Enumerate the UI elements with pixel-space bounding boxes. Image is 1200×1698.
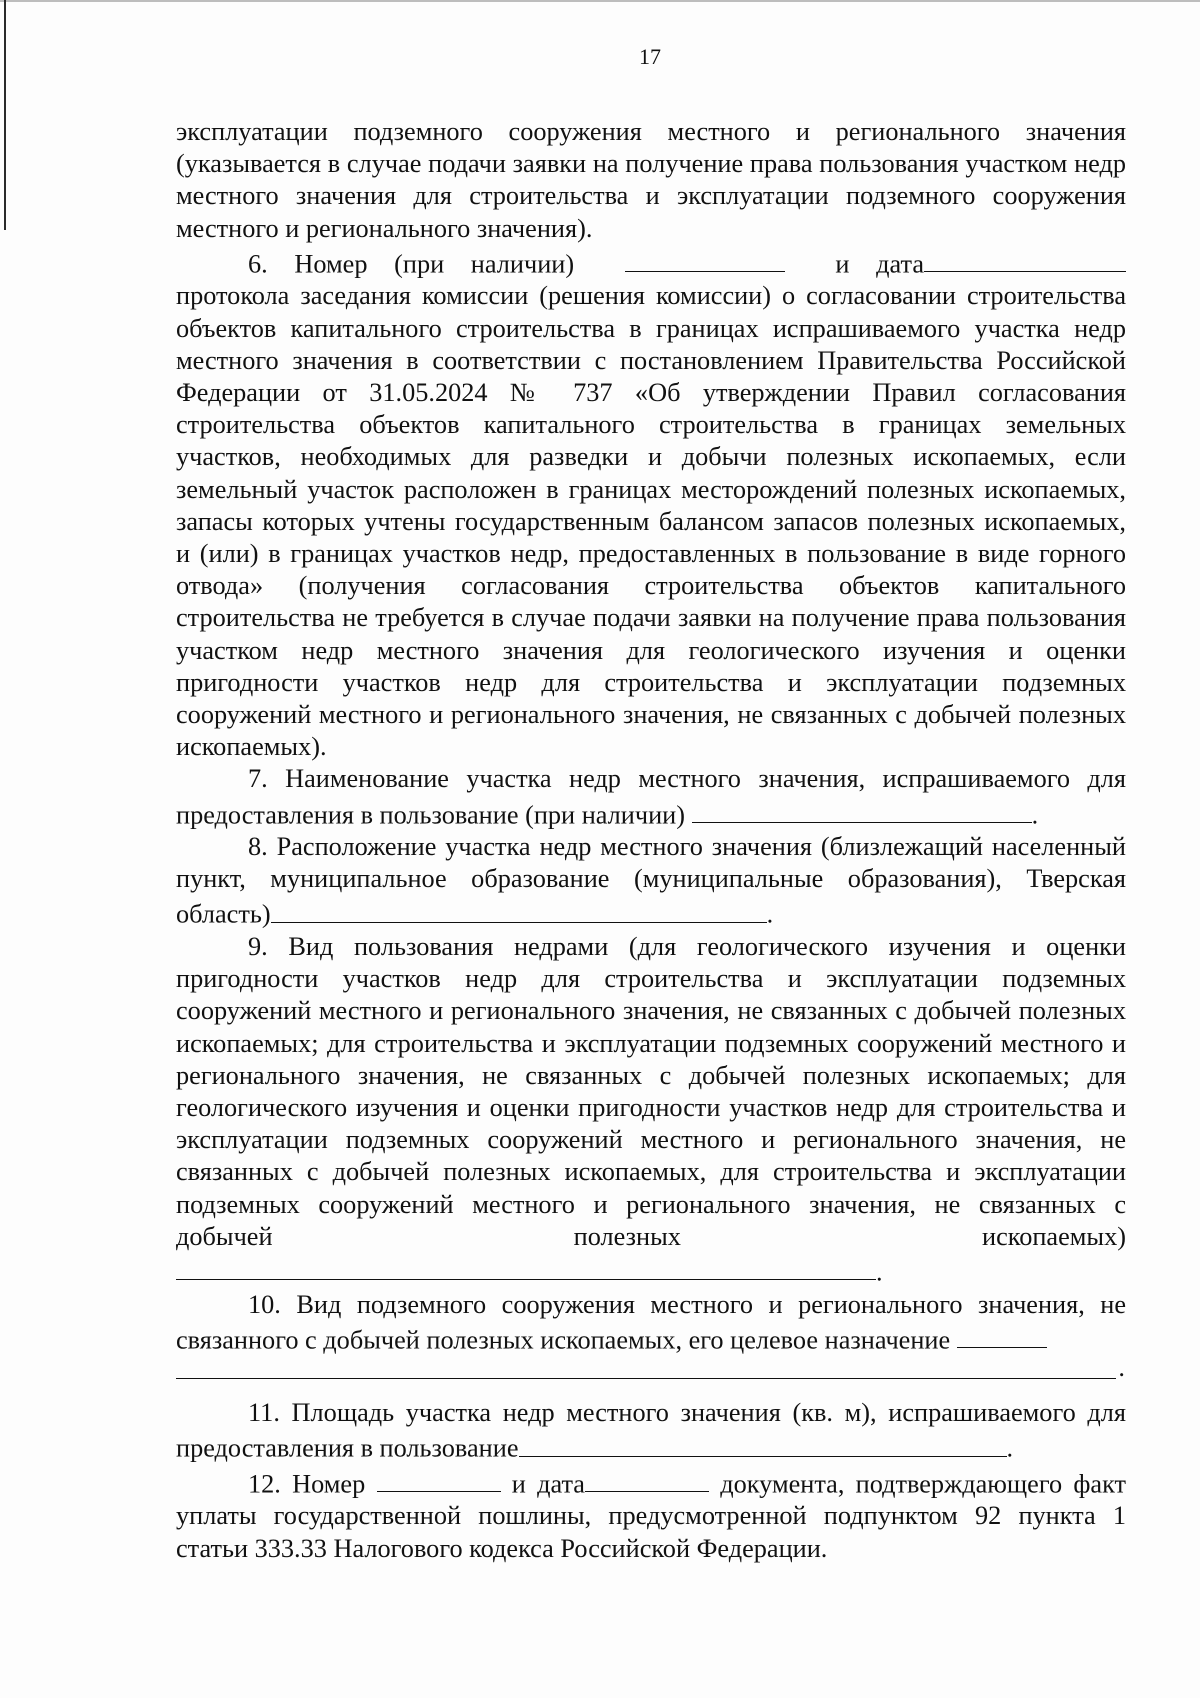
paragraph-6-and-date: и дата [835,249,924,279]
scan-edge-top [0,0,1200,2]
document-body [176,116,1126,1565]
payment-document-number-blank [377,1465,501,1492]
area-blank [519,1429,1007,1456]
paragraph-10-text: 10. Вид подземного сооружения местного и регионального значения, не связанного с добычей полезных ископаемых, его целевое назначение [176,1289,1126,1354]
paragraph-12 [176,1465,1126,1565]
paragraph-11-end: . [1006,1433,1014,1463]
purpose-blank-line [176,1353,1125,1382]
paragraph-intro: эксплуатации подземного сооружения местного и регионального значения (указывается в случае подачи заявки на получение права пользования участком недр местного значения для строительства и эксплуатации подземного сооружения местного и регионального значения). [176,117,1126,243]
payment-document-date-blank [585,1465,709,1492]
scan-edge-left [4,0,6,230]
location-blank [271,895,767,922]
site-name-blank [692,796,1032,823]
paragraph-8 [176,831,1126,931]
paragraph-8-end: . [766,899,774,929]
paragraph-11-text: 11. Площадь участка недр местного значения (кв. м), испрашиваемого для предоставления в пользование [176,1398,1126,1463]
protocol-number-blank [625,245,785,272]
paragraph-10-end: . [1118,1353,1125,1382]
paragraph-9-end: . [876,1257,883,1287]
paragraph-6-lead: 6. Номер (при наличии) [248,249,575,279]
page-number: 17 [639,44,661,69]
paragraph-12-number-label: 12. Номер [248,1469,366,1499]
paragraph-7-end: . [1031,799,1039,829]
purpose-blank-start [957,1321,1047,1348]
paragraph-6 [176,245,1126,281]
protocol-date-blank [924,245,1126,272]
paragraph-6-body: протокола заседания комиссии (решения комиссии) о согласовании строительства объектов капитального строительства в границах испрашиваемого участка недр местного значения в соответствии с постановлением Правительства Российской Федерации от 31.05.2024 № 737 «Об утверждении Правил согласования строительства объектов капитального строительства в границах земельных участков, необходимых для разведки и добычи полезных ископаемых, если земельный участок расположен в границах месторождений полезных ископаемых, запасы которых учтены государственным балансом запасов полезных ископаемых, и (или) в границах участков недр, предоставленных в пользование в виде горного отвода» (получения согласования строительства объектов капитального строительства не требуется в случае подачи заявки на получение права пользования участком недр местного значения для геологического изучения и оценки пригодности участков недр для строительства и эксплуатации подземных сооружений местного и регионального значения, не связанных с добычей полезных ископаемых). [176,281,1126,762]
usage-type-blank [176,1253,876,1280]
paragraph-12-and-date: и дата [511,1469,585,1499]
paragraph-8-text: 8. Расположение участка недр местного значения (близлежащий населенный пункт, муниципальное образование (муниципальные образования), Тверская область) [176,832,1126,929]
paragraph-12-text: документа, подтверждающего факт уплаты государственной пошлины, предусмотренной подпунктом 92 пункта 1 статьи 333.33 Налогового кодекса Российской Федерации. [176,1469,1127,1563]
paragraph-9 [176,931,1126,1289]
paragraph-7 [176,763,1126,831]
paragraph-10 [176,1289,1126,1357]
paragraph-7-text: 7. Наименование участка недр местного значения, испрашиваемого для предоставления в пользование (при наличии) [176,764,1126,829]
paragraph-9-text: 9. Вид пользования недрами (для геологического изучения и оценки пригодности участков недр для строительства и эксплуатации подземных сооружений местного и регионального значения, не связанных с добычей полезных ископаемых; для строительства и эксплуатации подземных сооружений местного и регионального значения, не связанных с добычей полезных ископаемых; для геологического изучения и оценки пригодности участков недр для строительства и эксплуатации подземных сооружений местного и регионального значения, не связанных с добычей полезных ископаемых, для строительства и эксплуатации подземных сооружений местного и регионального значения, не связанных с добычей полезных ископаемых) [176,931,1126,1251]
paragraph-11 [176,1397,1126,1465]
